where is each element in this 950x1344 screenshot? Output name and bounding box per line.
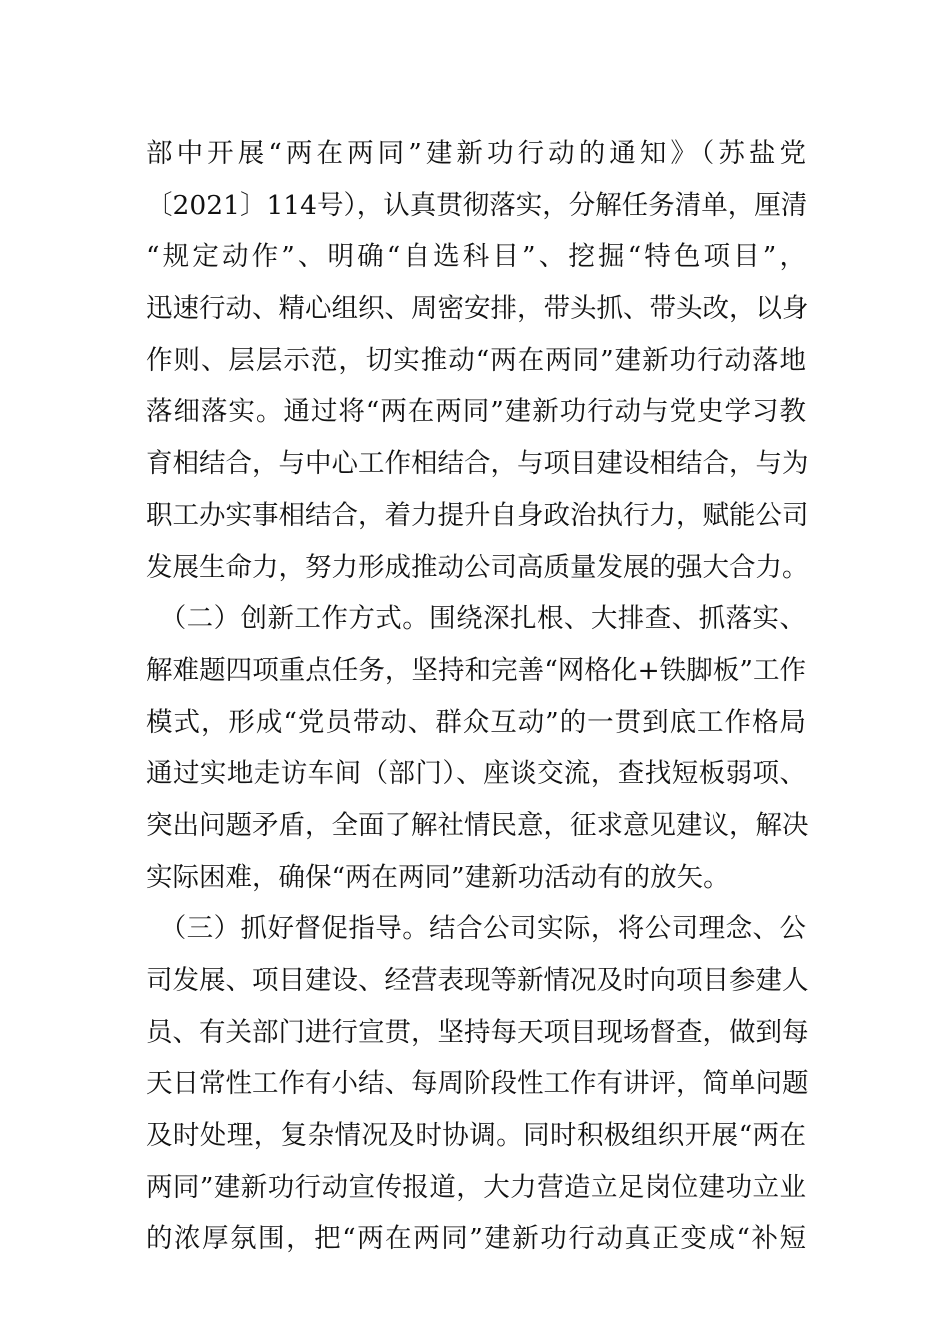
body-text [146, 128, 809, 1265]
text-line: （二）创新工作方式。围绕深扎根、大排查、抓落实、 [146, 603, 806, 635]
text-line: 发展生命力，努力形成推动公司高质量发展的强大合力。 [146, 551, 809, 583]
text-line: 作则、层层示范，切实推动“两在两同”建新功行动落地 [146, 344, 806, 376]
text-line: 职工办实事相结合，着力提升自身政治执行力，赋能公司 [146, 499, 809, 531]
text-line: 员、有关部门进行宣贯，坚持每天项目现场督查，做到每 [146, 1016, 809, 1048]
text-line: 落细落实。通过将“两在两同”建新功行动与党史学习教 [146, 396, 806, 428]
text-line: “规定动作”、明确“自选科目”、挖掘“特色项目”， [146, 241, 806, 273]
text-line: 的浓厚氛围，把“两在两同”建新功行动真正变成“补短 [146, 1223, 806, 1255]
text-line: 育相结合，与中心工作相结合，与项目建设相结合，与为 [146, 448, 809, 480]
text-line: 解难题四项重点任务，坚持和完善“网格化+铁脚板”工作 [146, 654, 806, 686]
text-line: 实际困难，确保“两在两同”建新功活动有的放矢。 [146, 861, 730, 893]
text-line: 部中开展“两在两同”建新功行动的通知》（苏盐党 [146, 138, 806, 169]
text-line: 〔2021〕114号），认真贯彻落实，分解任务清单，厘清 [146, 189, 808, 221]
text-line: 司发展、项目建设、经营表现等新情况及时向项目参建人 [146, 965, 809, 996]
text-line: 突出问题矛盾，全面了解社情民意，征求意见建议，解决 [146, 809, 809, 841]
text-line: 两同”建新功行动宣传报道，大力营造立足岗位建功立业 [146, 1171, 806, 1203]
text-line: 迅速行动、精心组织、周密安排，带头抓、带头改，以身 [146, 293, 809, 325]
text-line: 及时处理，复杂情况及时协调。同时积极组织开展“两在 [146, 1120, 806, 1152]
text-line: 天日常性工作有小结、每周阶段性工作有讲评，简单问题 [146, 1068, 809, 1100]
text-line: 通过实地走访车间（部门）、座谈交流，查找短板弱项、 [146, 758, 806, 790]
text-line: 模式，形成“党员带动、群众互动”的一贯到底工作格局 [146, 706, 806, 738]
text-line: （三）抓好督促指导。结合公司实际，将公司理念、公 [146, 913, 806, 945]
